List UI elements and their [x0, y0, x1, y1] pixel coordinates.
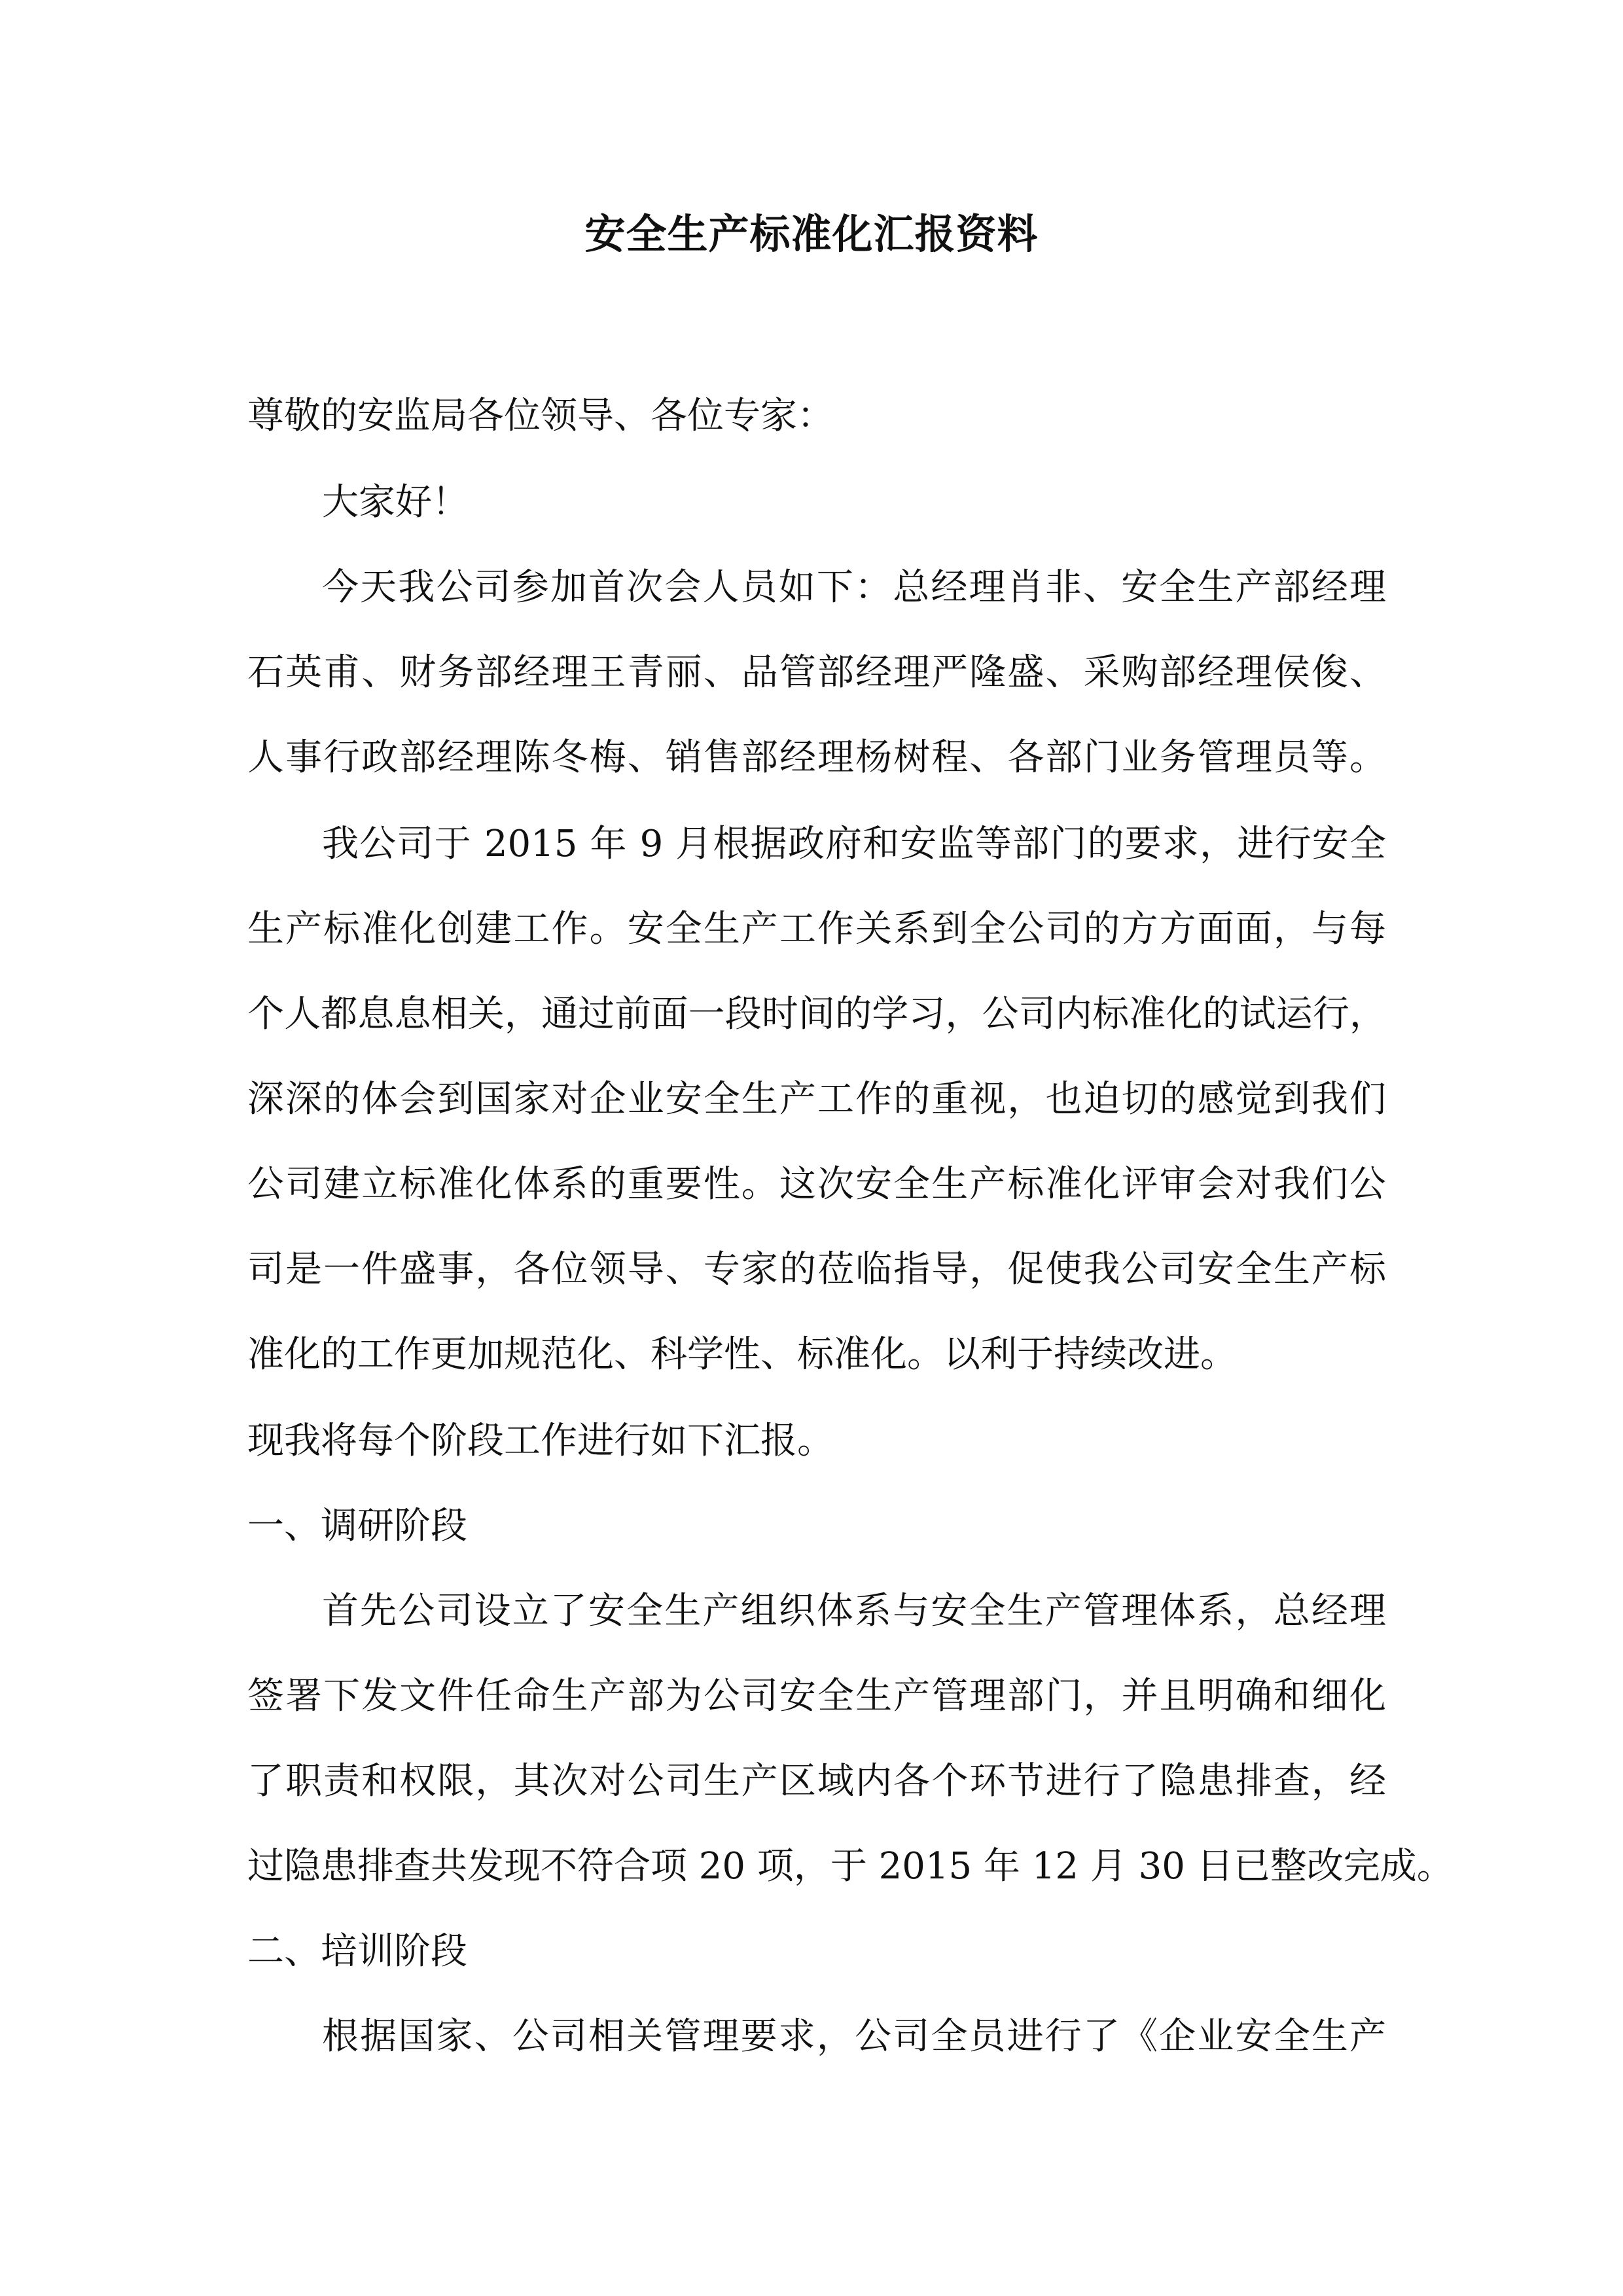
report-intro-line: 现我将每个阶段工作进行如下汇报。: [247, 1420, 834, 1462]
paragraph-line: 深深的体会到国家对企业安全生产工作的重视，也迫切的感觉到我们: [247, 1078, 1386, 1121]
paragraph-line: 石英甫、财务部经理王青丽、品管部经理严隆盛、采购部经理侯俊、: [247, 651, 1386, 694]
paragraph-line: 人事行政部经理陈冬梅、销售部经理杨树程、各部门业务管理员等。: [247, 736, 1386, 779]
paragraph-line: 签署下发文件任命生产部为公司安全生产管理部门，并且明确和细化: [247, 1675, 1386, 1717]
paragraph-line: 过隐患排查共发现不符合项 20 项，于 2015 年 12 月 30 日已整改完成。: [247, 1845, 1454, 1888]
paragraph-line: 个人都息息相关，通过前面一段时间的学习，公司内标准化的试运行，: [247, 993, 1386, 1035]
paragraph-line: 首先公司设立了安全生产组织体系与安全生产管理体系，总经理: [322, 1590, 1386, 1632]
paragraph-line: 我公司于 2015 年 9 月根据政府和安监等部门的要求，进行安全: [322, 823, 1386, 865]
salutation-line: 尊敬的安监局各位领导、各位专家：: [247, 395, 834, 437]
document-title: 安全生产标准化汇报资料: [584, 210, 1039, 258]
paragraph-line: 准化的工作更加规范化、科学性、标准化。以利于持续改进。: [247, 1333, 1237, 1376]
section-heading: 一、调研阶段: [247, 1505, 467, 1547]
paragraph-line: 今天我公司参加首次会人员如下：总经理肖非、安全生产部经理: [322, 566, 1386, 609]
paragraph-line: 了职责和权限，其次对公司生产区域内各个环节进行了隐患排查，经: [247, 1760, 1386, 1803]
paragraph-line: 根据国家、公司相关管理要求，公司全员进行了《企业安全生产: [322, 2015, 1386, 2058]
paragraph-line: 生产标准化创建工作。安全生产工作关系到全公司的方方面面，与每: [247, 908, 1386, 950]
paragraph-line: 司是一件盛事，各位领导、专家的莅临指导，促使我公司安全生产标: [247, 1248, 1386, 1291]
section-heading: 二、培训阶段: [247, 1930, 467, 1973]
greeting-line: 大家好！: [322, 481, 469, 524]
paragraph-line: 公司建立标准化体系的重要性。这次安全生产标准化评审会对我们公: [247, 1163, 1386, 1206]
